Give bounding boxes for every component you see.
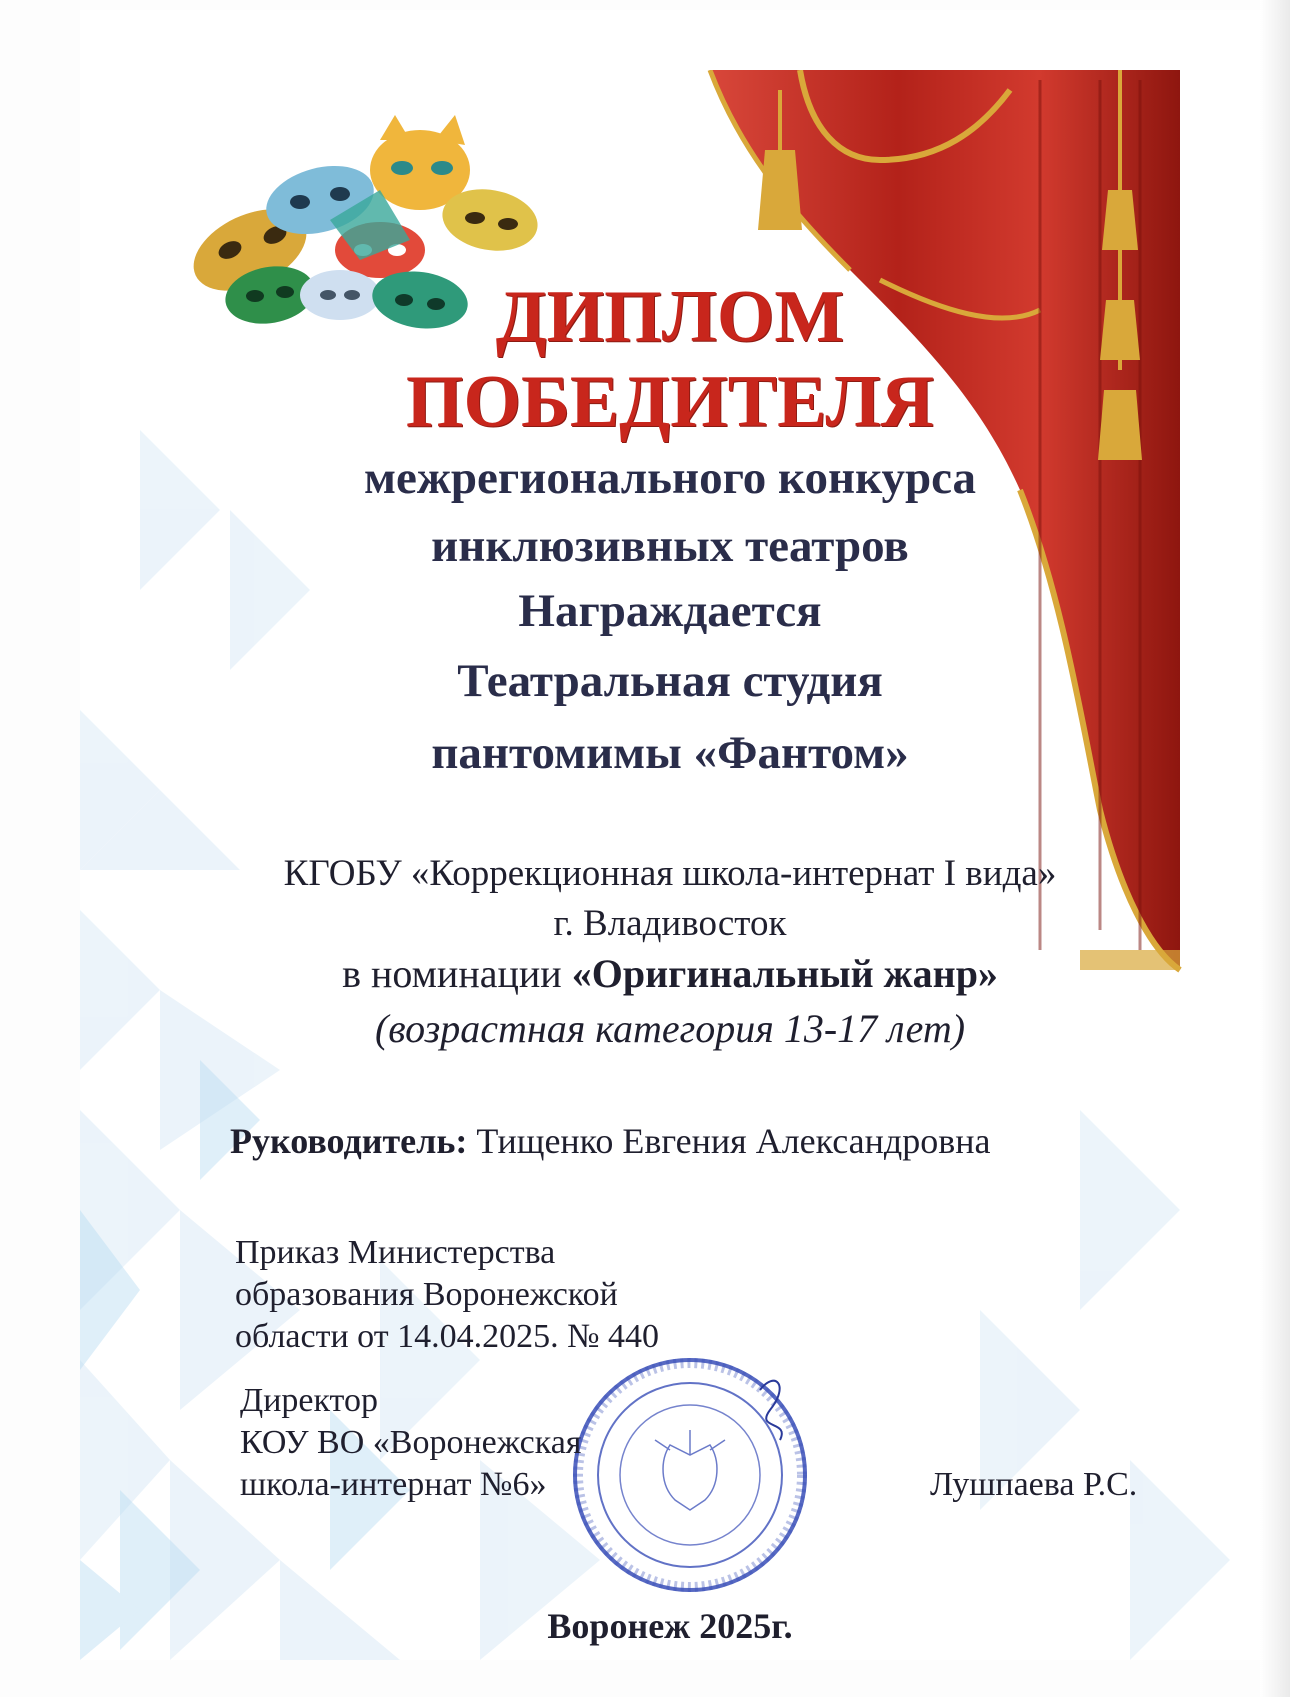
- winner-line-2: пантомимы «Фантом»: [431, 727, 909, 779]
- awarded-heading: Награждается: [518, 585, 822, 637]
- age-category: (возрастная категория 13-17 лет): [374, 1006, 966, 1051]
- diploma-title-line1: ДИПЛОМ: [495, 276, 845, 358]
- director-title: Директор: [240, 1382, 378, 1419]
- school-name: КГОБУ «Коррекционная школа-интернат I вида»: [283, 853, 1057, 894]
- school-city: г. Владивосток: [553, 903, 787, 944]
- director-org-line-1: КОУ ВО «Воронежская: [240, 1424, 582, 1461]
- leader-name: Тищенко Евгения Александровна: [467, 1121, 991, 1161]
- director-org-line-2: школа-интернат №6»: [240, 1466, 547, 1503]
- order-line-1: Приказ Министерства: [235, 1234, 556, 1271]
- leader-line: [230, 1120, 990, 1162]
- order-line-3: области от 14.04.2025. № 440: [235, 1318, 660, 1355]
- signer-name: Лушпаева Р.С.: [930, 1466, 1138, 1503]
- page-edge-shadow: [1260, 0, 1290, 1697]
- nomination-line: [80, 950, 1260, 998]
- contest-line-2: инклюзивных театров: [431, 520, 909, 572]
- contest-line-1: межрегионального конкурса: [363, 452, 977, 504]
- order-block: [235, 1232, 755, 1358]
- nomination-prefix: в номинации: [342, 951, 572, 996]
- diploma-title-line2: ПОБЕДИТЕЛЯ: [405, 361, 935, 443]
- order-line-2: образования Воронежской: [235, 1276, 618, 1313]
- leader-label: Руководитель:: [230, 1121, 468, 1161]
- diploma-sheet: [80, 10, 1260, 1660]
- nomination-name: «Оригинальный жанр»: [571, 951, 998, 996]
- place-year: Воронеж 2025г.: [547, 1606, 793, 1646]
- director-block: [240, 1380, 760, 1506]
- winner-line-1: Театральная студия: [457, 655, 883, 707]
